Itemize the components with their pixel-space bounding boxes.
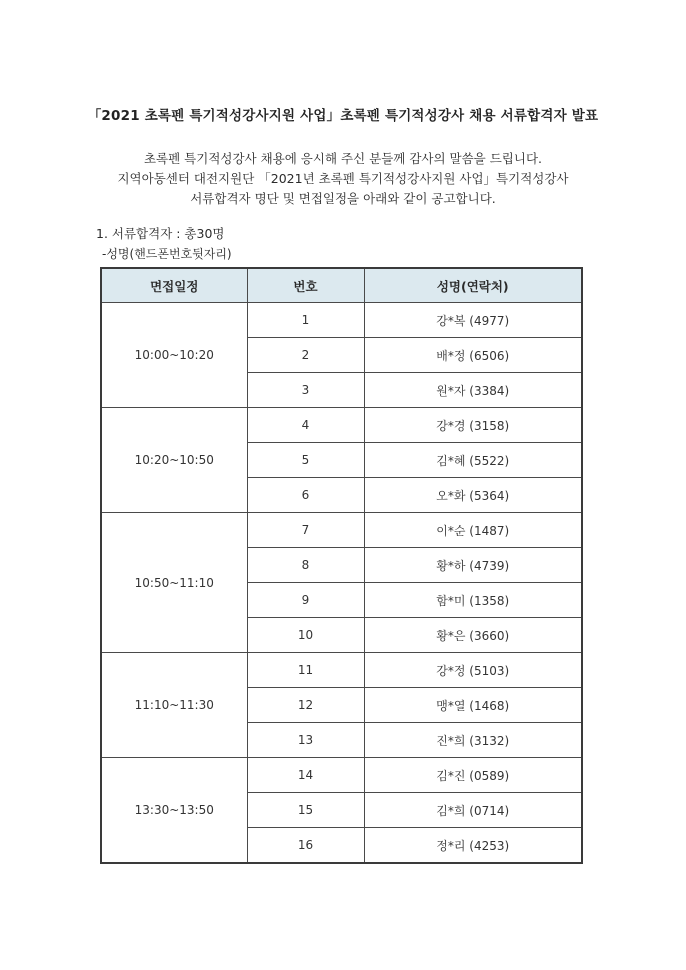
applicant-name-cell: 정*리 (4253): [364, 828, 582, 864]
applicant-name-cell: 김*혜 (5522): [364, 443, 582, 478]
table-row: [101, 758, 582, 793]
applicant-number-cell: 2: [247, 338, 364, 373]
table-header-row: [101, 268, 582, 303]
interview-time-cell: 10:00~10:20: [101, 303, 247, 408]
intro-line-3: 서류합격자 명단 및 면접일정을 아래와 같이 공고합니다.: [190, 191, 496, 206]
interview-time-cell: 11:10~11:30: [101, 653, 247, 758]
applicant-number-cell: 11: [247, 653, 364, 688]
applicant-number-cell: 13: [247, 723, 364, 758]
applicant-name-cell: 배*정 (6506): [364, 338, 582, 373]
applicant-name-cell: 김*진 (0589): [364, 758, 582, 793]
applicant-name-cell: 강*경 (3158): [364, 408, 582, 443]
applicant-number-cell: 9: [247, 583, 364, 618]
header-name-contact: 성명(연락처): [364, 268, 582, 303]
intro-line-1: 초록펜 특기적성강사 채용에 응시해 주신 분들께 감사의 말씀을 드립니다.: [143, 151, 542, 166]
applicant-table: [100, 267, 583, 864]
applicant-number-cell: 8: [247, 548, 364, 583]
applicant-name-cell: 원*자 (3384): [364, 373, 582, 408]
applicant-number-cell: 1: [247, 303, 364, 338]
applicant-name-cell: 이*순 (1487): [364, 513, 582, 548]
applicant-name-cell: 강*정 (5103): [364, 653, 582, 688]
applicant-name-cell: 진*희 (3132): [364, 723, 582, 758]
applicant-name-cell: 오*화 (5364): [364, 478, 582, 513]
interview-time-cell: 13:30~13:50: [101, 758, 247, 864]
section-subheading: -성명(핸드폰번호뒷자리): [102, 247, 232, 261]
interview-time-cell: 10:20~10:50: [101, 408, 247, 513]
applicant-number-cell: 16: [247, 828, 364, 864]
interview-time-cell: 10:50~11:10: [101, 513, 247, 653]
table-row: [101, 653, 582, 688]
applicant-name-cell: 함*미 (1358): [364, 583, 582, 618]
applicant-name-cell: 맹*열 (1468): [364, 688, 582, 723]
table-row: [101, 513, 582, 548]
applicant-name-cell: 황*하 (4739): [364, 548, 582, 583]
intro-line-2: 지역아동센터 대전지원단 「2021년 초록펜 특기적성강사지원 사업」특기적성강사: [117, 171, 569, 186]
applicant-name-cell: 김*희 (0714): [364, 793, 582, 828]
header-number: 번호: [247, 268, 364, 303]
table-row: [101, 303, 582, 338]
applicant-number-cell: 4: [247, 408, 364, 443]
applicant-number-cell: 5: [247, 443, 364, 478]
intro-paragraph: [0, 149, 686, 209]
page-title: 「2021 초록펜 특기적성강사지원 사업」초록펜 특기적성강사 채용 서류합격자 발표: [87, 108, 599, 124]
header-interview-schedule: 면접일정: [101, 268, 247, 303]
applicant-number-cell: 15: [247, 793, 364, 828]
table-row: [101, 408, 582, 443]
applicant-name-cell: 황*은 (3660): [364, 618, 582, 653]
applicant-number-cell: 6: [247, 478, 364, 513]
applicant-number-cell: 10: [247, 618, 364, 653]
applicant-name-cell: 강*복 (4977): [364, 303, 582, 338]
applicant-number-cell: 14: [247, 758, 364, 793]
applicant-number-cell: 3: [247, 373, 364, 408]
applicant-number-cell: 12: [247, 688, 364, 723]
applicant-number-cell: 7: [247, 513, 364, 548]
section-heading: 1. 서류합격자 : 총30명: [96, 226, 225, 241]
